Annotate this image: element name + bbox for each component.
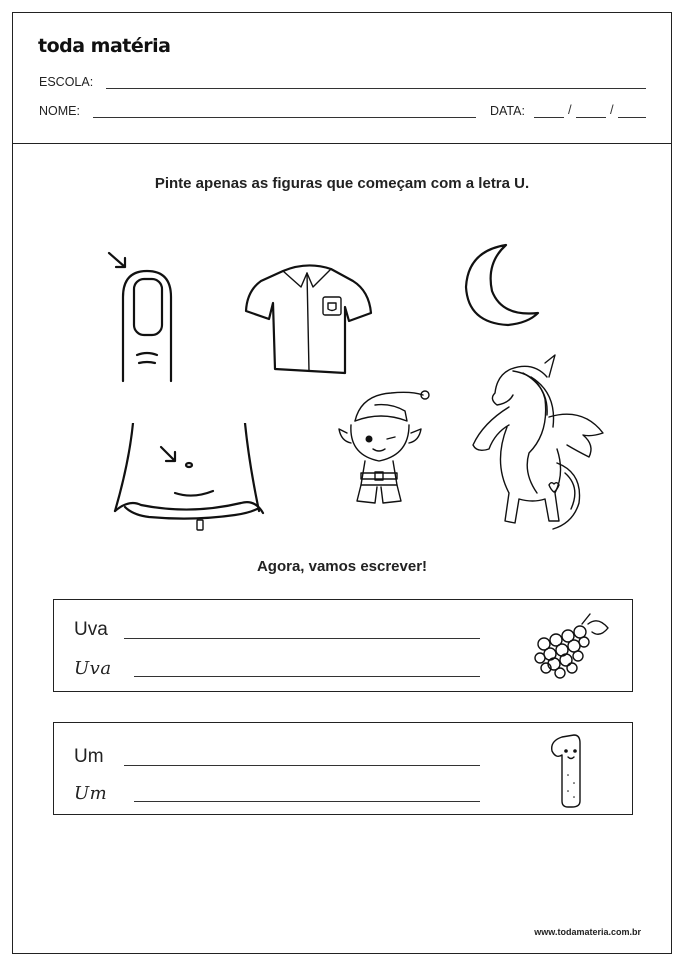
date-month-line[interactable] [576, 117, 606, 118]
write-instruction: Agora, vamos escrever! [256, 558, 428, 575]
writing-line[interactable] [134, 676, 480, 677]
shirt-icon[interactable] [241, 251, 376, 381]
footer-url[interactable]: www.todamateria.com.br [534, 927, 641, 937]
word-print: Uva [74, 619, 108, 640]
header [13, 13, 671, 144]
date-separator: / [610, 102, 614, 117]
writing-box-um [53, 722, 633, 815]
school-label: ESCOLA: [39, 75, 94, 89]
unicorn-icon[interactable] [453, 353, 608, 538]
moon-icon[interactable] [446, 233, 546, 333]
name-line[interactable] [93, 117, 476, 118]
logo: toda matéria [38, 35, 171, 57]
belly-button-icon[interactable] [109, 423, 279, 543]
date-separator: / [568, 102, 572, 117]
writing-line[interactable] [124, 765, 480, 766]
date-label: DATA: [490, 104, 525, 118]
name-label: NOME: [39, 104, 80, 118]
date-day-line[interactable] [534, 117, 564, 118]
paint-instruction: Pinte apenas as figuras que começam com a letra U. [154, 175, 530, 192]
date-year-line[interactable] [618, 117, 646, 118]
finger-nail-icon[interactable] [101, 243, 181, 383]
word-cursive: Um [74, 783, 108, 804]
writing-box-uva [53, 599, 633, 692]
word-print: Um [74, 746, 104, 767]
elf-icon[interactable] [331, 381, 431, 513]
worksheet [12, 12, 672, 954]
grapes-icon [524, 610, 614, 684]
number-one-icon [544, 731, 594, 811]
writing-line[interactable] [134, 801, 480, 802]
writing-line[interactable] [124, 638, 480, 639]
word-cursive: Uva [74, 658, 112, 679]
school-line[interactable] [106, 88, 646, 89]
